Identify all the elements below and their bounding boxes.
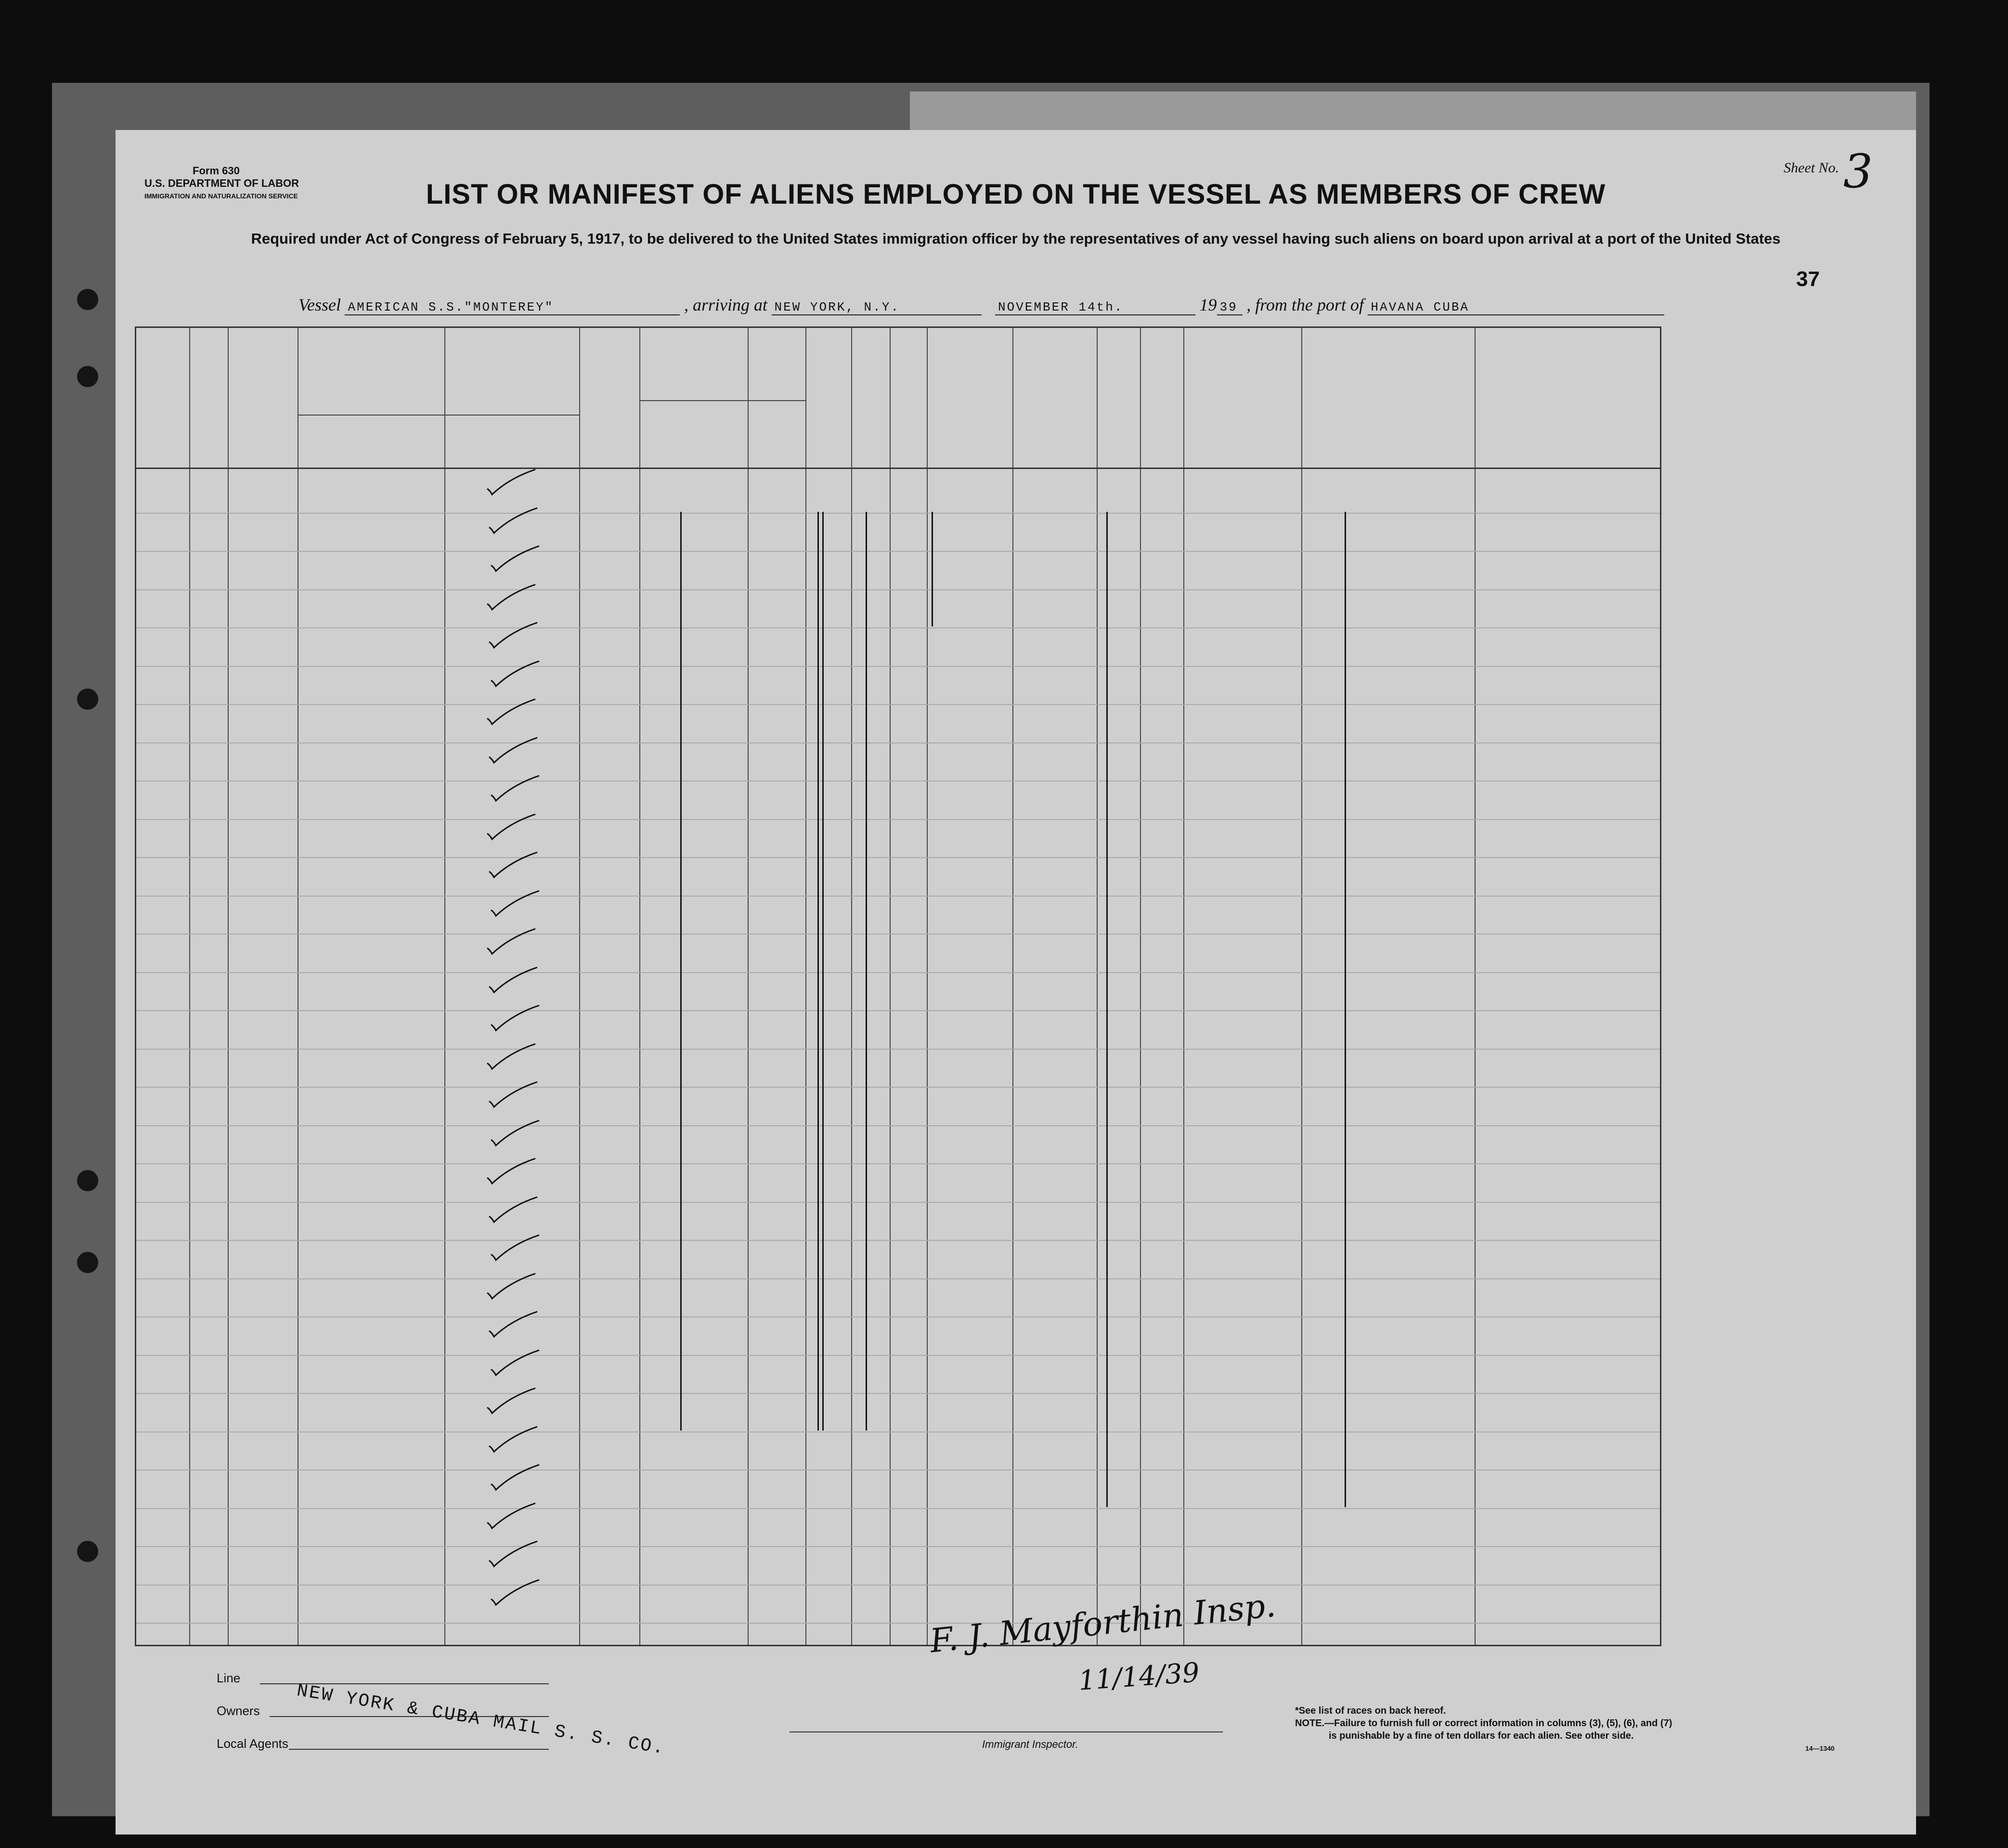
sheet-number: 3	[1843, 144, 1873, 198]
column-divider	[189, 328, 190, 1645]
ditto-line	[822, 512, 824, 1431]
column-divider	[805, 328, 806, 1645]
arriving-label: , arriving at	[684, 295, 767, 314]
check-mark-icon	[489, 1578, 542, 1607]
check-mark-icon	[485, 1386, 538, 1415]
footnotes	[1295, 1705, 1835, 1755]
check-mark-icon	[489, 1119, 542, 1147]
check-mark-icon	[485, 697, 538, 726]
check-mark-icon	[489, 774, 542, 803]
check-mark-icon	[487, 1195, 540, 1224]
row-rule	[136, 857, 1660, 858]
ditto-line	[932, 512, 933, 627]
ditto-line	[680, 512, 682, 1431]
row-rule	[136, 513, 1660, 514]
agents-field	[289, 1749, 549, 1750]
signature-date: 11/14/39	[1077, 1657, 1201, 1697]
agents-label: Local Agents	[217, 1736, 288, 1751]
check-mark-icon	[487, 1425, 540, 1454]
name-subheader-line	[298, 415, 579, 416]
row-rule	[136, 1470, 1660, 1471]
row-rule	[136, 896, 1660, 897]
check-mark-icon	[487, 621, 540, 650]
row-rule	[136, 742, 1660, 743]
inspector-signature-line	[790, 1731, 1223, 1732]
row-rule	[136, 1393, 1660, 1394]
inspector-signature: F. J. Mayforthin Insp.	[928, 1586, 1278, 1661]
column-divider	[444, 328, 445, 1645]
header-divider	[136, 468, 1660, 469]
check-mark-icon	[485, 1042, 538, 1071]
binder-hole	[77, 1541, 98, 1562]
row-rule	[136, 1087, 1660, 1088]
column-divider	[639, 328, 640, 1645]
manifest-sheet	[116, 130, 1916, 1835]
race-footnote: *See list of races on back hereof.	[1295, 1705, 1446, 1716]
check-mark-icon	[485, 927, 538, 956]
check-mark-icon	[487, 965, 540, 994]
shipped-subheader-line	[639, 400, 805, 401]
row-rule	[136, 1508, 1660, 1509]
check-mark-icon	[487, 506, 540, 535]
arrival-year: 39	[1217, 300, 1243, 315]
column-divider	[1012, 328, 1013, 1645]
check-mark-icon	[485, 583, 538, 612]
ditto-line	[1106, 512, 1108, 1507]
check-mark-icon	[489, 1233, 542, 1262]
check-mark-icon	[489, 889, 542, 918]
row-rule	[136, 704, 1660, 705]
row-rule	[136, 1049, 1660, 1050]
arrival-date: NOVEMBER 14th.	[995, 300, 1195, 315]
vessel-name: AMERICAN S.S."MONTEREY"	[345, 300, 680, 315]
column-divider	[748, 328, 749, 1645]
vessel-label: Vessel	[298, 295, 341, 314]
column-divider	[1183, 328, 1184, 1645]
row-rule	[136, 1125, 1660, 1126]
row-rule	[136, 1546, 1660, 1547]
column-divider	[927, 328, 928, 1645]
binder-hole	[77, 1252, 98, 1273]
binder-hole	[77, 289, 98, 310]
check-mark-icon	[487, 1310, 540, 1339]
check-mark-icon	[485, 812, 538, 841]
row-rule	[136, 589, 1660, 590]
row-rule	[136, 1355, 1660, 1356]
row-rule	[136, 972, 1660, 973]
row-rule	[136, 1010, 1660, 1011]
ditto-line	[866, 512, 867, 1431]
page-subtitle: Required under Act of Congress of February 5, 1917, to be delivered to the United States immigration officer by the representatives of any vessel having such aliens on board upon arrival at a port of the United States	[251, 230, 1781, 247]
ditto-line	[1345, 512, 1346, 1507]
print-code: 14—1340	[1805, 1744, 1835, 1752]
row-rule	[136, 666, 1660, 667]
year-prefix: 19	[1199, 295, 1217, 314]
row-rule	[136, 1240, 1660, 1241]
page-title: LIST OR MANIFEST OF ALIENS EMPLOYED ON THE VESSEL AS MEMBERS OF CREW	[426, 179, 1606, 210]
row-rule	[136, 1623, 1660, 1624]
check-mark-icon	[487, 1080, 540, 1109]
penalty-note-cont: is punishable by a fine of ten dollars for each alien. See other side.	[1329, 1731, 1634, 1741]
row-rule	[136, 1278, 1660, 1279]
table-grid	[135, 326, 1661, 1646]
column-divider	[1140, 328, 1141, 1645]
penalty-note: NOTE.—Failure to furnish full or correct information in columns (3), (5), (6), and (7)	[1295, 1718, 1672, 1729]
check-mark-icon	[487, 850, 540, 879]
binder-hole	[77, 689, 98, 710]
row-rule	[136, 819, 1660, 820]
check-mark-icon	[485, 468, 538, 496]
check-mark-icon	[489, 1003, 542, 1032]
line-label: Line	[217, 1671, 241, 1685]
row-rule	[136, 627, 1660, 628]
check-mark-icon	[489, 1463, 542, 1492]
from-label: , from the port of	[1246, 295, 1364, 314]
column-divider	[579, 328, 580, 1645]
binder-hole	[77, 1170, 98, 1191]
column-divider	[1097, 328, 1098, 1645]
check-mark-icon	[487, 1539, 540, 1568]
check-mark-icon	[485, 1501, 538, 1530]
column-divider	[1475, 328, 1476, 1645]
ditto-line	[817, 512, 819, 1431]
check-mark-icon	[487, 736, 540, 765]
vessel-line	[298, 295, 1664, 315]
department-name: U.S. DEPARTMENT OF LABOR	[144, 177, 299, 189]
row-rule	[136, 1316, 1660, 1317]
column-divider	[890, 328, 891, 1645]
binder-hole	[77, 366, 98, 387]
row-rule	[136, 934, 1660, 935]
column-divider	[228, 328, 229, 1645]
form-number: Form 630	[193, 165, 240, 177]
check-mark-icon	[489, 659, 542, 688]
departure-port: HAVANA CUBA	[1368, 300, 1664, 315]
check-mark-icon	[489, 1348, 542, 1377]
row-rule	[136, 1202, 1660, 1203]
page-number: 37	[1796, 267, 1820, 291]
row-rule	[136, 1163, 1660, 1164]
arrival-port: NEW YORK, N.Y.	[772, 300, 982, 315]
check-mark-icon	[485, 1157, 538, 1185]
inspector-label: Immigrant Inspector.	[982, 1738, 1078, 1750]
sheet-label: Sheet No.	[1784, 160, 1839, 176]
row-rule	[136, 551, 1660, 552]
row-rule	[136, 1585, 1660, 1586]
column-divider	[1301, 328, 1302, 1645]
check-mark-icon	[489, 544, 542, 573]
shipping-line-stamp: NEW YORK & CUBA MAIL S. S. CO.	[295, 1680, 667, 1759]
column-divider	[851, 328, 852, 1645]
check-mark-icon	[485, 1272, 538, 1301]
service-name: IMMIGRATION AND NATURALIZATION SERVICE	[144, 192, 298, 200]
owners-label: Owners	[217, 1704, 260, 1718]
